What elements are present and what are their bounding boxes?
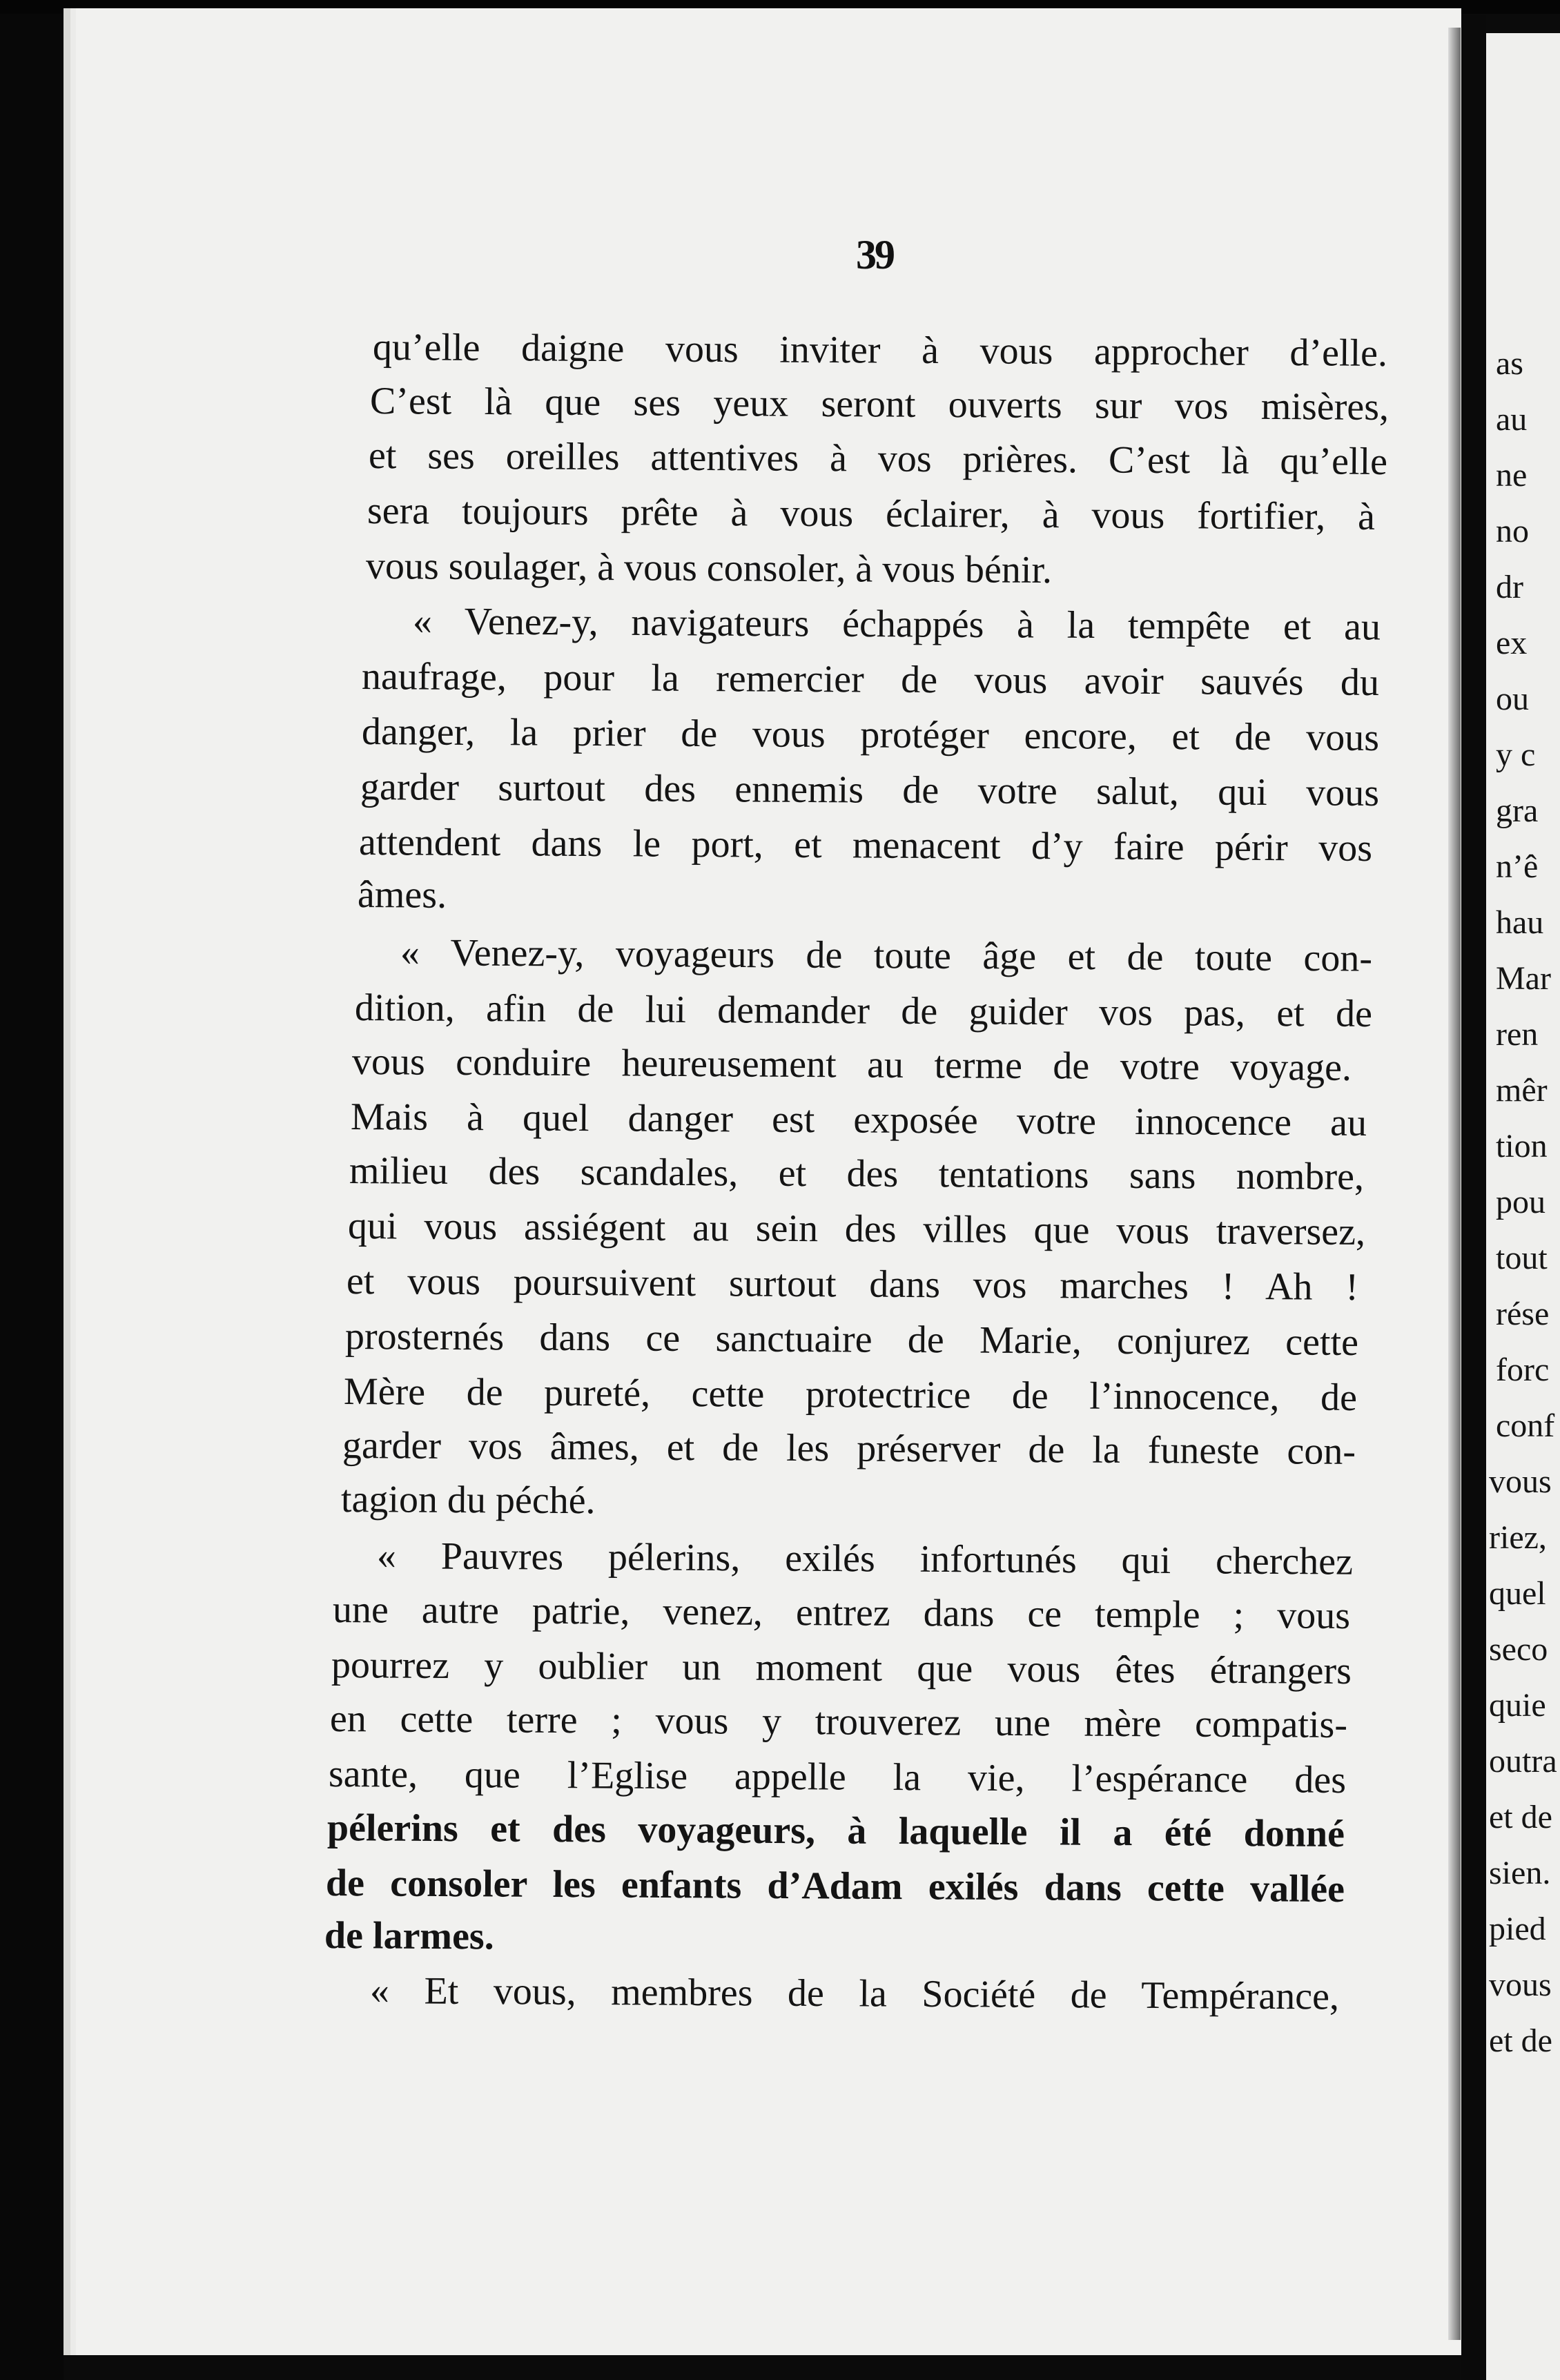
- facing-text-fragment: rése: [1496, 1296, 1550, 1332]
- facing-text-fragment: tion: [1496, 1128, 1548, 1164]
- facing-text-fragment: hau: [1496, 904, 1544, 941]
- text-line: en cette terre ; vous y trouverez une mère compatis-: [329, 1697, 1348, 1747]
- facing-text-fragment: vous: [1489, 1967, 1552, 2003]
- facing-text-fragment: gra: [1496, 792, 1539, 829]
- facing-text-fragment: quel: [1489, 1575, 1546, 1612]
- text-line: sante, que l’Eglise appelle la vie, l’espérance des: [328, 1753, 1347, 1802]
- facing-text-fragment: ex: [1496, 625, 1528, 661]
- text-line: tagion du péché.: [340, 1478, 596, 1523]
- text-line: C’est là que ses yeux seront ouverts sur vos misères,: [369, 380, 1390, 429]
- text-line: naufrage, pour la remercier de vous avoir sauvés du: [361, 655, 1380, 705]
- text-line: vous soulager, à vous consoler, à vous bénir.: [365, 545, 1053, 592]
- facing-text-fragment: pied: [1489, 1911, 1546, 1947]
- text-line: pélerins et des voyageurs, à laquelle il a été donné: [326, 1806, 1345, 1856]
- text-line: vous conduire heureusement au terme de votre voyage.: [351, 1040, 1352, 1089]
- facing-text-fragment: forc: [1496, 1352, 1550, 1388]
- text-line: pourrez y oublier un moment que vous êtes étrangers: [331, 1643, 1352, 1693]
- facing-text-fragment: conf: [1496, 1407, 1555, 1444]
- text-line: Mère de pureté, cette protectrice de l’innocence, de: [343, 1370, 1358, 1419]
- text-line: danger, la prier de vous protéger encore, et de vous: [361, 710, 1380, 760]
- facing-text-fragment: sien.: [1489, 1855, 1551, 1891]
- book-gutter: [1461, 15, 1486, 2380]
- facing-text-fragment: vous: [1489, 1463, 1552, 1500]
- text-line: une autre patrie, venez, entrez dans ce temple ; vous: [332, 1588, 1351, 1638]
- text-line: et vous poursuivent surtout dans vos marches ! Ah !: [346, 1260, 1359, 1309]
- text-line: qu’elle daigne vous inviter à vous approcher d’elle.: [372, 326, 1388, 375]
- text-line: « Venez-y, navigateurs échappés à la tempête et au: [412, 600, 1381, 649]
- text-line: prosternés dans ce sanctuaire de Marie, conjurez cette: [344, 1315, 1359, 1364]
- facing-text-fragment: dr: [1496, 569, 1523, 605]
- facing-text-fragment: tout: [1496, 1240, 1548, 1276]
- facing-text-fragment: Mar: [1496, 960, 1551, 997]
- text-line: milieu des scandales, et des tentations sans nombre,: [349, 1149, 1365, 1198]
- facing-page: [1486, 33, 1560, 2380]
- facing-text-fragment: au: [1496, 401, 1528, 438]
- text-line: « Et vous, membres de la Société de Tempérance,: [369, 1969, 1340, 2018]
- text-line: « Venez-y, voyageurs de toute âge et de toute con-: [400, 931, 1373, 980]
- facing-text-fragment: n’ê: [1496, 848, 1539, 885]
- facing-text-fragment: outra: [1489, 1743, 1557, 1779]
- facing-text-fragment: seco: [1489, 1631, 1548, 1668]
- facing-text-fragment: riez,: [1489, 1519, 1547, 1556]
- text-line: sera toujours prête à vous éclairer, à vous fortifier, à: [367, 489, 1376, 538]
- text-line: âmes.: [357, 873, 447, 917]
- facing-text-fragment: as: [1496, 345, 1523, 382]
- text-line: qui vous assiégent au sein des villes que vous traversez,: [347, 1204, 1366, 1254]
- facing-text-fragment: ren: [1496, 1016, 1539, 1053]
- page-binding-shadow: [1448, 28, 1461, 2340]
- text-line: et ses oreilles attentives à vos prières. C’est là qu’elle: [368, 434, 1388, 484]
- facing-text-fragment: ne: [1496, 457, 1528, 494]
- text-line: de larmes.: [324, 1914, 494, 1958]
- page-number: 39: [856, 232, 893, 277]
- text-line: dition, afin de lui demander de guider vos pas, et de: [354, 986, 1373, 1036]
- facing-text-fragment: y c: [1496, 737, 1536, 773]
- facing-text-fragment: pou: [1496, 1184, 1546, 1220]
- text-line: Mais à quel danger est exposée votre innocence au: [350, 1095, 1367, 1144]
- text-line: de consoler les enfants d’Adam exilés dans cette vallée: [325, 1862, 1345, 1911]
- text-line: garder surtout des ennemis de votre salut, qui vous: [360, 765, 1380, 815]
- facing-text-fragment: et de: [1489, 1799, 1552, 1835]
- facing-text-fragment: no: [1496, 513, 1529, 549]
- scan-left-margin: [0, 0, 64, 2380]
- facing-text-fragment: quie: [1489, 1687, 1546, 1724]
- facing-text-fragment: mêr: [1496, 1072, 1548, 1109]
- text-line: attendent dans le port, et menacent d’y faire périr vos: [358, 821, 1373, 870]
- facing-text-fragment: ou: [1496, 681, 1529, 717]
- text-line: garder vos âmes, et de les préserver de la funeste con-: [342, 1424, 1356, 1473]
- text-line: « Pauvres pélerins, exilés infortunés qui cherchez: [376, 1534, 1354, 1583]
- facing-text-fragment: et de: [1489, 2022, 1552, 2059]
